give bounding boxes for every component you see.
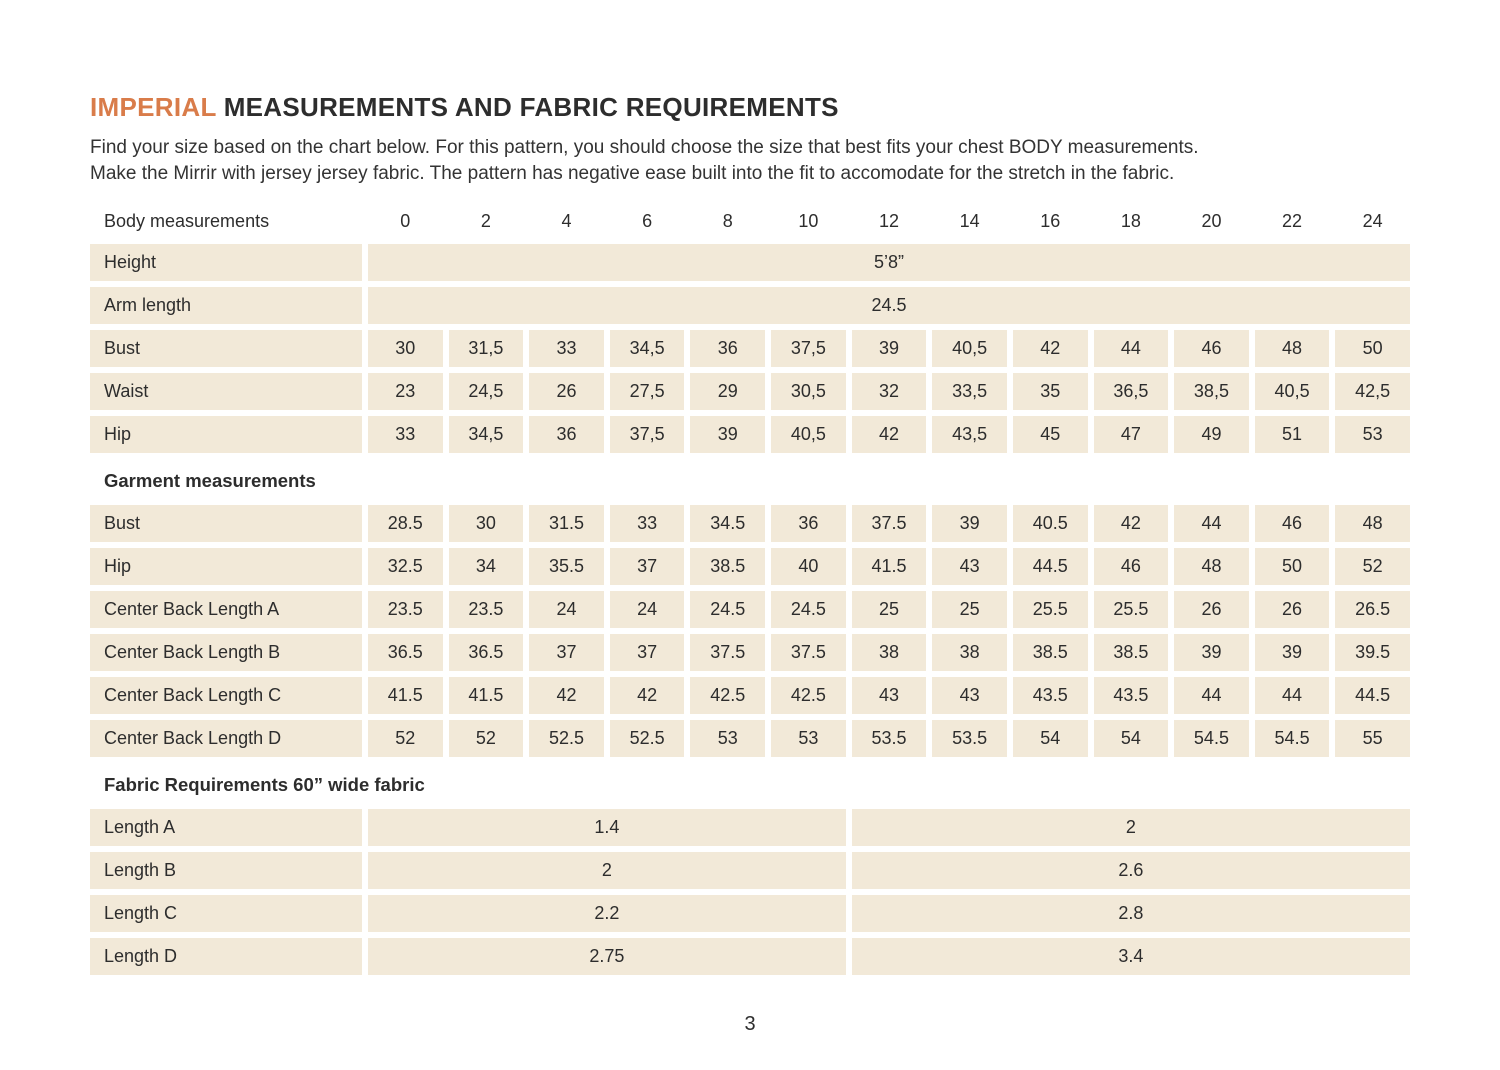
value-cell: 50 (1335, 330, 1410, 367)
value-cell: 29 (690, 373, 765, 410)
value-cell: 46 (1255, 505, 1330, 542)
value-cell: 40,5 (1255, 373, 1330, 410)
size-column-header: 0 (400, 211, 411, 231)
value-cell: 43.5 (1094, 677, 1169, 714)
table-row (90, 591, 1410, 628)
table-row (90, 416, 1410, 453)
size-column-header: 12 (878, 211, 899, 231)
row-label: Length A (90, 809, 362, 846)
row-label: Arm length (90, 287, 362, 324)
value-cell: 35 (1013, 373, 1088, 410)
value-cell: 43 (932, 677, 1007, 714)
table-row (90, 938, 1410, 975)
value-cell: 53.5 (852, 720, 927, 757)
fabric-left-value-cell: 2.75 (368, 938, 846, 975)
table-row (90, 548, 1410, 585)
value-cell: 24 (610, 591, 685, 628)
value-cell: 28.5 (368, 505, 443, 542)
value-cell: 48 (1174, 548, 1249, 585)
row-label: Height (90, 244, 362, 281)
value-cell: 33,5 (932, 373, 1007, 410)
value-cell: 35.5 (529, 548, 604, 585)
value-cell: 52.5 (610, 720, 685, 757)
value-cell: 34,5 (449, 416, 524, 453)
value-cell: 42.5 (690, 677, 765, 714)
value-cell: 27,5 (610, 373, 685, 410)
value-cell: 53 (771, 720, 846, 757)
row-label: Hip (90, 416, 362, 453)
fabric-section-heading: Fabric Requirements 60” wide fabric (104, 774, 425, 795)
fabric-right-value-cell: 2.6 (852, 852, 1410, 889)
value-cell: 47 (1094, 416, 1169, 453)
value-cell: 37 (529, 634, 604, 671)
body-measurements-table (90, 244, 1410, 453)
value-cell: 26 (1174, 591, 1249, 628)
fabric-left-value-cell: 2.2 (368, 895, 846, 932)
value-cell: 40 (771, 548, 846, 585)
value-cell: 40,5 (932, 330, 1007, 367)
size-column-header: 16 (1040, 211, 1061, 231)
value-cell: 33 (529, 330, 604, 367)
intro-line-2: Make the Mirrir with jersey jersey fabric. The pattern has negative ease built into the fit to accomodate for the stretch in the fabric. (90, 163, 1175, 184)
row-label: Length D (90, 938, 362, 975)
value-cell: 30,5 (771, 373, 846, 410)
page-content (90, 92, 1410, 1036)
value-cell: 43.5 (1013, 677, 1088, 714)
value-cell: 42.5 (771, 677, 846, 714)
value-cell: 42 (610, 677, 685, 714)
merged-value-cell: 24.5 (368, 287, 1410, 324)
value-cell: 23.5 (368, 591, 443, 628)
value-cell: 44 (1174, 505, 1249, 542)
value-cell: 43,5 (932, 416, 1007, 453)
table-row (90, 244, 1410, 281)
value-cell: 24,5 (449, 373, 524, 410)
size-column-header: 6 (642, 211, 653, 231)
value-cell: 43 (932, 548, 1007, 585)
row-label: Center Back Length A (90, 591, 362, 628)
value-cell: 54.5 (1255, 720, 1330, 757)
merged-value-cell: 5’8” (368, 244, 1410, 281)
value-cell: 24.5 (771, 591, 846, 628)
value-cell: 44.5 (1335, 677, 1410, 714)
value-cell: 38.5 (690, 548, 765, 585)
value-cell: 52 (1335, 548, 1410, 585)
value-cell: 40.5 (1013, 505, 1088, 542)
value-cell: 44 (1255, 677, 1330, 714)
value-cell: 36.5 (449, 634, 524, 671)
value-cell: 25 (852, 591, 927, 628)
row-label: Length C (90, 895, 362, 932)
value-cell: 23 (368, 373, 443, 410)
value-cell: 41.5 (368, 677, 443, 714)
value-cell: 25.5 (1013, 591, 1088, 628)
value-cell: 33 (368, 416, 443, 453)
value-cell: 24.5 (690, 591, 765, 628)
value-cell: 42 (529, 677, 604, 714)
page-number: 3 (744, 1013, 756, 1035)
table-row (90, 809, 1410, 846)
table-row (90, 505, 1410, 542)
value-cell: 52 (449, 720, 524, 757)
value-cell: 52 (368, 720, 443, 757)
value-cell: 38.5 (1094, 634, 1169, 671)
value-cell: 37.5 (690, 634, 765, 671)
value-cell: 51 (1255, 416, 1330, 453)
value-cell: 38 (932, 634, 1007, 671)
value-cell: 37,5 (610, 416, 685, 453)
value-cell: 24 (529, 591, 604, 628)
value-cell: 42 (852, 416, 927, 453)
value-cell: 38,5 (1174, 373, 1249, 410)
value-cell: 32.5 (368, 548, 443, 585)
value-cell: 39 (932, 505, 1007, 542)
value-cell: 46 (1174, 330, 1249, 367)
row-label: Hip (90, 548, 362, 585)
value-cell: 39.5 (1335, 634, 1410, 671)
size-header-label: Body measurements (104, 211, 270, 231)
value-cell: 34 (449, 548, 524, 585)
table-row (90, 330, 1410, 367)
value-cell: 36 (771, 505, 846, 542)
value-cell: 36.5 (368, 634, 443, 671)
fabric-left-value-cell: 1.4 (368, 809, 846, 846)
value-cell: 37 (610, 634, 685, 671)
size-column-header: 22 (1282, 211, 1303, 231)
value-cell: 39 (690, 416, 765, 453)
size-header-row (90, 211, 1410, 232)
size-column-header: 8 (722, 211, 733, 231)
value-cell: 30 (368, 330, 443, 367)
value-cell: 52.5 (529, 720, 604, 757)
value-cell: 39 (1174, 634, 1249, 671)
fabric-left-value-cell: 2 (368, 852, 846, 889)
title-rest: MEASUREMENTS AND FABRIC REQUIREMENTS (223, 92, 839, 122)
value-cell: 33 (610, 505, 685, 542)
value-cell: 25 (932, 591, 1007, 628)
value-cell: 38 (852, 634, 927, 671)
value-cell: 39 (852, 330, 927, 367)
row-label: Center Back Length D (90, 720, 362, 757)
row-label: Length B (90, 852, 362, 889)
value-cell: 25.5 (1094, 591, 1169, 628)
value-cell: 48 (1255, 330, 1330, 367)
value-cell: 26 (1255, 591, 1330, 628)
value-cell: 37 (610, 548, 685, 585)
value-cell: 31.5 (529, 505, 604, 542)
value-cell: 48 (1335, 505, 1410, 542)
row-label: Center Back Length C (90, 677, 362, 714)
value-cell: 42 (1094, 505, 1169, 542)
value-cell: 55 (1335, 720, 1410, 757)
row-label: Bust (90, 505, 362, 542)
value-cell: 54 (1094, 720, 1169, 757)
fabric-requirements-table (90, 809, 1410, 975)
table-row (90, 852, 1410, 889)
table-row (90, 677, 1410, 714)
fabric-right-value-cell: 3.4 (852, 938, 1410, 975)
size-column-header: 4 (561, 211, 572, 231)
value-cell: 37.5 (852, 505, 927, 542)
table-row (90, 895, 1410, 932)
value-cell: 37.5 (771, 634, 846, 671)
size-column-header: 24 (1362, 211, 1383, 231)
value-cell: 37,5 (771, 330, 846, 367)
value-cell: 54.5 (1174, 720, 1249, 757)
table-row (90, 373, 1410, 410)
value-cell: 26 (529, 373, 604, 410)
value-cell: 53 (1335, 416, 1410, 453)
value-cell: 31,5 (449, 330, 524, 367)
value-cell: 42 (1013, 330, 1088, 367)
size-column-header: 18 (1120, 211, 1141, 231)
garment-measurements-table (90, 505, 1410, 757)
value-cell: 44.5 (1013, 548, 1088, 585)
garment-section-heading: Garment measurements (104, 470, 316, 491)
value-cell: 32 (852, 373, 927, 410)
size-column-header: 10 (798, 211, 819, 231)
value-cell: 40,5 (771, 416, 846, 453)
value-cell: 44 (1174, 677, 1249, 714)
size-column-header: 2 (480, 211, 491, 231)
table-row (90, 720, 1410, 757)
table-row (90, 634, 1410, 671)
value-cell: 36 (690, 330, 765, 367)
intro-line-1: Find your size based on the chart below. For this pattern, you should choose the size that best fits your chest BODY measurements. (90, 137, 1199, 158)
fabric-right-value-cell: 2 (852, 809, 1410, 846)
value-cell: 53.5 (932, 720, 1007, 757)
table-row (90, 287, 1410, 324)
value-cell: 50 (1255, 548, 1330, 585)
value-cell: 39 (1255, 634, 1330, 671)
value-cell: 54 (1013, 720, 1088, 757)
page-title (90, 92, 1410, 123)
value-cell: 53 (690, 720, 765, 757)
value-cell: 43 (852, 677, 927, 714)
row-label: Bust (90, 330, 362, 367)
value-cell: 38.5 (1013, 634, 1088, 671)
value-cell: 26.5 (1335, 591, 1410, 628)
fabric-right-value-cell: 2.8 (852, 895, 1410, 932)
value-cell: 34.5 (690, 505, 765, 542)
row-label: Center Back Length B (90, 634, 362, 671)
value-cell: 49 (1174, 416, 1249, 453)
value-cell: 34,5 (610, 330, 685, 367)
value-cell: 41.5 (852, 548, 927, 585)
value-cell: 45 (1013, 416, 1088, 453)
value-cell: 30 (449, 505, 524, 542)
row-label: Waist (90, 373, 362, 410)
size-column-header: 20 (1201, 211, 1222, 231)
value-cell: 42,5 (1335, 373, 1410, 410)
value-cell: 23.5 (449, 591, 524, 628)
value-cell: 41.5 (449, 677, 524, 714)
title-highlight: IMPERIAL (90, 92, 217, 122)
value-cell: 44 (1094, 330, 1169, 367)
value-cell: 36 (529, 416, 604, 453)
value-cell: 36,5 (1094, 373, 1169, 410)
size-column-header: 14 (959, 211, 980, 231)
value-cell: 46 (1094, 548, 1169, 585)
